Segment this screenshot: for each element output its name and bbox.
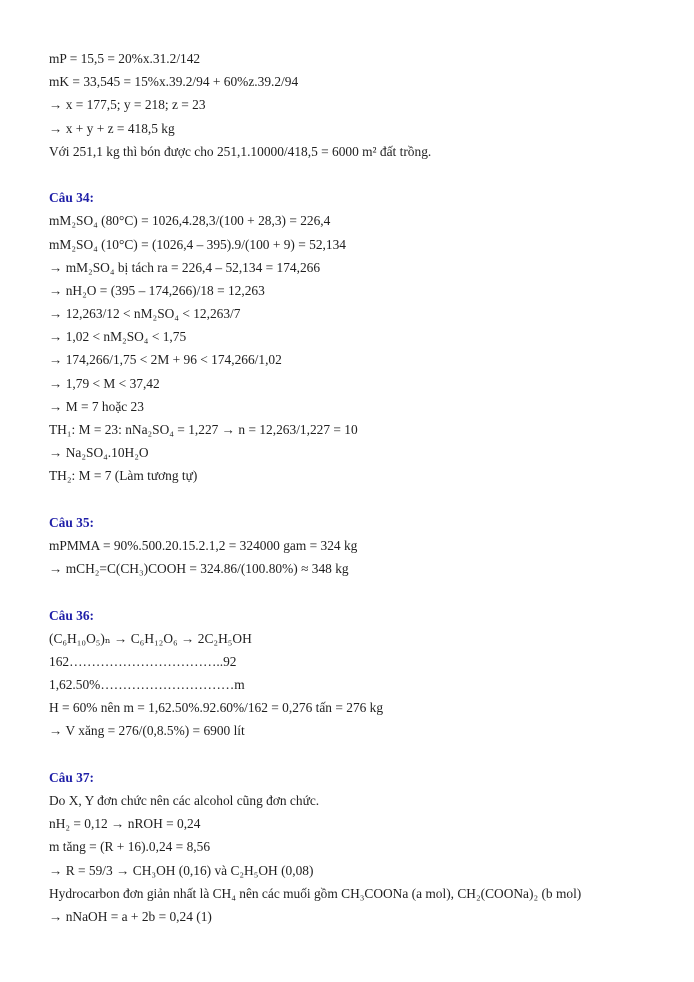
text-line: TH₁: M = 23: nNa₂SO₄ = 1,227 → n = 12,263/1,227 = 10 bbox=[49, 422, 358, 437]
text-line: H = 60% nên m = 1,62.50%.92.60%/162 = 0,276 tấn = 276 kg bbox=[49, 700, 384, 716]
text-line: mM₂SO₄ (10°C) = (1026,4 – 395).9/(100 + 9) = 52,134 bbox=[49, 236, 346, 252]
text-line: mK = 33,545 = 15%x.39.2/94 + 60%z.39.2/94 bbox=[49, 74, 299, 90]
text-line: 162……………………………..92 bbox=[49, 653, 237, 669]
spacer bbox=[49, 580, 669, 603]
section-cau-34 bbox=[49, 186, 669, 487]
text-line: → R = 59/3 → CH₃OH (0,16) và C₂H₅OH (0,08) bbox=[49, 862, 314, 878]
text-line: TH₂: M = 7 (Làm tương tự) bbox=[49, 468, 198, 484]
text-line: Do X, Y đơn chức nên các alcohol cũng đơn chức. bbox=[49, 793, 320, 808]
section-title: Câu 35: bbox=[49, 514, 95, 530]
text-line: → V xăng = 276/(0,8.5%) = 6900 lít bbox=[49, 723, 245, 739]
section-cau-36 bbox=[49, 604, 669, 743]
text-line: → 1,79 < M < 37,42 bbox=[49, 375, 160, 391]
text-line: Hydrocarbon đơn giản nhất là CH₄ nên các muối gồm CH₃COONa (a mol), CH₂(COONa)₂ (b mol) bbox=[49, 885, 582, 901]
text-line: → mCH₂=C(CH₃)COOH = 324.86/(100.80%) ≈ 348 kg bbox=[49, 561, 349, 577]
spacer bbox=[49, 488, 669, 511]
section-title: Câu 36: bbox=[49, 607, 95, 623]
text-line: mPMMA = 90%.500.20.15.2.1,2 = 324000 gam = 324 kg bbox=[49, 537, 358, 553]
text-line: → 1,02 < nM₂SO₄ < 1,75 bbox=[49, 329, 187, 345]
text-line: mP = 15,5 = 20%x.31.2/142 bbox=[49, 51, 201, 66]
text-line: Với 251,1 kg thì bón được cho 251,1.10000/418,5 = 6000 m² đất trồng. bbox=[49, 143, 432, 159]
text-line: mM₂SO₄ (80°C) = 1026,4.28,3/(100 + 28,3) = 226,4 bbox=[49, 213, 331, 229]
text-line: → Na₂SO₄.10H₂O bbox=[49, 445, 149, 461]
text-line: (C₆H₁₀O₅)ₙ → C₆H₁₂O₆ → 2C₂H₅OH bbox=[49, 630, 252, 646]
text-line: → M = 7 hoặc 23 bbox=[49, 398, 144, 414]
spacer bbox=[49, 743, 669, 766]
text-line: → nNaOH = a + 2b = 0,24 (1) bbox=[49, 908, 212, 924]
text-line: m tăng = (R + 16).0,24 = 8,56 bbox=[49, 839, 211, 855]
text-line: → nH₂O = (395 – 174,266)/18 = 12,263 bbox=[49, 282, 265, 298]
section-cau-35 bbox=[49, 511, 669, 581]
text-line: 1,62.50%…………………………m bbox=[49, 677, 245, 693]
text-line: nH₂ = 0,12 → nROH = 0,24 bbox=[49, 816, 201, 832]
text-line: → x + y + z = 418,5 kg bbox=[49, 120, 175, 136]
text-line: → 12,263/12 < nM₂SO₄ < 12,263/7 bbox=[49, 306, 241, 322]
document-body bbox=[49, 47, 669, 928]
text-line: → 174,266/1,75 < 2M + 96 < 174,266/1,02 bbox=[49, 352, 282, 368]
intro-block bbox=[49, 47, 669, 163]
text-line: → x = 177,5; y = 218; z = 23 bbox=[49, 97, 206, 113]
section-title: Câu 37: bbox=[49, 769, 95, 785]
section-title: Câu 34: bbox=[49, 190, 95, 206]
section-cau-37 bbox=[49, 766, 669, 928]
spacer bbox=[49, 163, 669, 186]
text-line: → mM₂SO₄ bị tách ra = 226,4 – 52,134 = 174,266 bbox=[49, 259, 321, 275]
